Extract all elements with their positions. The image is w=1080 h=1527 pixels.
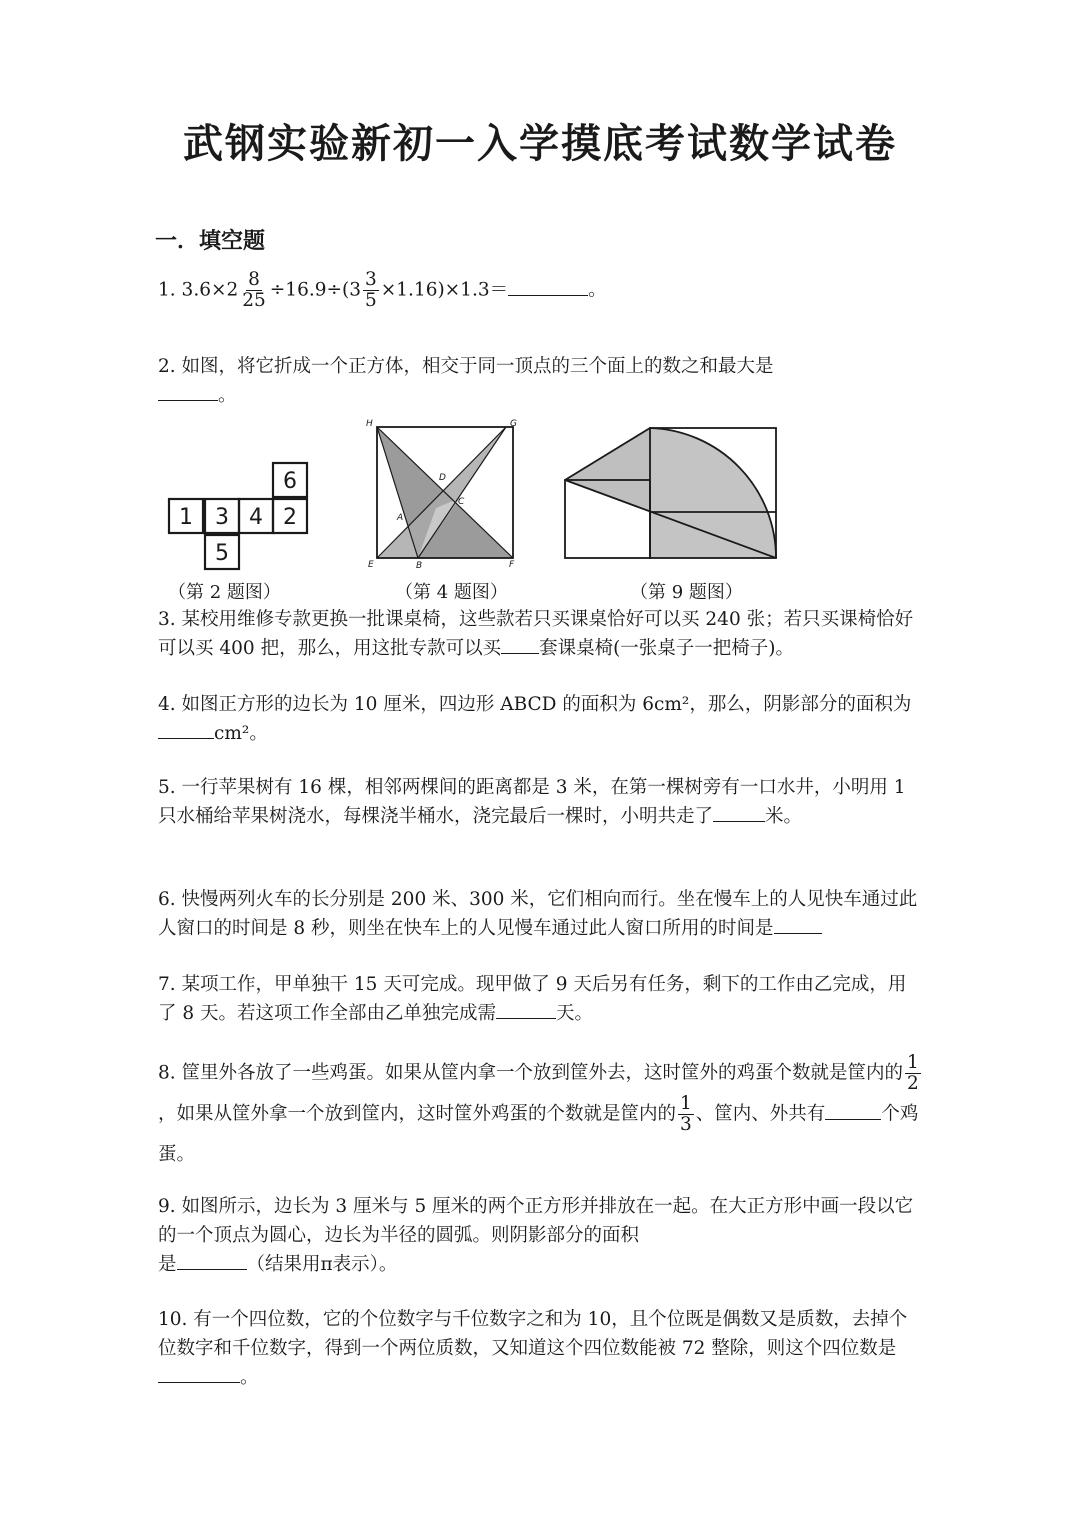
label-c: C [458, 497, 465, 507]
q8-f1-denominator: 2 [907, 1073, 919, 1094]
q1-end: 。 [588, 279, 607, 301]
q1-f1-numerator: 8 [248, 269, 260, 290]
label-h: H [366, 419, 373, 429]
q9-line-2 [158, 1250, 923, 1279]
page-title: 武钢实验新初一入学摸底考试数学试卷 [183, 121, 897, 167]
cube-face-3: 3 [215, 505, 229, 530]
q1-f1-denominator: 25 [242, 290, 266, 311]
q1-expr-a: 3.6×2 [181, 279, 239, 301]
two-squares-figure [560, 420, 785, 565]
question-1 [158, 270, 923, 311]
section-heading: 一．填空题 [155, 229, 266, 254]
cube-face-2: 2 [283, 505, 297, 530]
q3-text-a: 3. 某校用维修专款更换一批课桌椅，这些款若只买课桌恰好可以买 240 张；若只买课椅恰好可以买 400 把，那么，用这批专款可以买 [158, 609, 914, 659]
q8-fraction-2 [678, 1094, 694, 1135]
q4-text-a: 4. 如图正方形的边长为 10 厘米，四边形 ABCD 的面积为 6cm²，那么，阴影部分的面积为 [158, 694, 912, 715]
caption-fig-4: （第 4 题图） [395, 582, 508, 603]
q9-text-b: 是 [158, 1254, 177, 1275]
cube-face-1: 1 [179, 505, 193, 530]
q9-text-c: （结果用π表示）。 [246, 1254, 398, 1275]
q1-fraction-2 [363, 270, 379, 311]
label-e: E [368, 560, 374, 570]
question-8 [158, 1053, 923, 1175]
question-7 [158, 970, 923, 1028]
q8-fraction-1 [905, 1053, 921, 1094]
q2-answer-blank[interactable] [158, 382, 218, 401]
q5-answer-blank[interactable] [713, 803, 765, 822]
q4-answer-blank[interactable] [158, 720, 214, 739]
q8-f2-denominator: 3 [680, 1114, 692, 1135]
q7-text-a: 7. 某项工作，甲单独干 15 天可完成。现甲做了 9 天后另有任务，剩下的工作由乙完成，用了 8 天。若这项工作全部由乙单独完成需 [158, 974, 907, 1024]
q1-answer-blank[interactable] [508, 277, 588, 296]
cube-net-figure [160, 455, 320, 575]
q9-answer-blank[interactable] [177, 1251, 247, 1270]
question-3 [158, 605, 923, 663]
question-2 [158, 352, 818, 410]
q5-text-a: 5. 一行苹果树有 16 棵，相邻两棵间的距离都是 3 米，在第一棵树旁有一口水井，小明用 1 只水桶给苹果树浇水，每棵浇半桶水，浇完最后一棵时，小明共走了 [158, 777, 906, 827]
question-10 [158, 1305, 923, 1392]
q8-text-a: 8. 筐里外各放了一些鸡蛋。如果从筐内拿一个放到筐外去，这时筐外的鸡蛋个数就是筐内的 [158, 1062, 904, 1084]
q3-answer-blank[interactable] [501, 635, 539, 654]
caption-fig-9: （第 9 题图） [630, 582, 743, 603]
q9-text-a: 9. 如图所示，边长为 3 厘米与 5 厘米的两个正方形并排放在一起。在大正方形中画一段以它的一个顶点为圆心，边长为半径的圆弧。则阴影部分的面积 [158, 1196, 914, 1246]
q8-f1-numerator: 1 [907, 1052, 919, 1073]
q1-expr-c: ×1.16)×1.3＝ [380, 279, 509, 301]
q1-number: 1. [158, 279, 176, 301]
q8-text-d: 个鸡蛋。 [158, 1103, 919, 1165]
cube-face-4: 4 [249, 505, 263, 530]
q8-text-b: ，如果从筐外拿一个放到筐内，这时筐外鸡蛋的个数就是筐内的 [158, 1103, 677, 1125]
q1-expr-b: ÷16.9÷(3 [269, 279, 361, 301]
q1-f2-denominator: 5 [364, 290, 377, 311]
q10-answer-blank[interactable] [158, 1364, 240, 1383]
q4-text-b: cm²。 [214, 723, 268, 744]
q10-text-b: 。 [240, 1367, 259, 1388]
q10-text-a: 10. 有一个四位数，它的个位数字与千位数字之和为 10，且个位既是偶数又是质数，去掉个位数字和千位数字，得到一个两位质数，又知道这个四位数能被 72 整除，则这个四位数是 [158, 1309, 908, 1359]
q8-f2-numerator: 1 [680, 1093, 692, 1114]
cube-face-5: 5 [215, 541, 229, 566]
question-9 [158, 1192, 923, 1279]
label-a: A [397, 513, 404, 523]
q8-answer-blank[interactable] [825, 1101, 881, 1120]
question-5 [158, 773, 923, 831]
question-6 [158, 885, 923, 943]
caption-fig-2: （第 2 题图） [168, 582, 281, 603]
cube-face-6: 6 [283, 469, 297, 494]
q7-text-b: 天。 [556, 1003, 594, 1024]
q1-f2-numerator: 3 [364, 269, 377, 290]
q3-text-b: 套课桌椅(一张桌子一把椅子)。 [539, 638, 795, 659]
q6-text: 6. 快慢两列火车的长分别是 200 米、300 米，它们相向而行。坐在慢车上的人见快车通过此人窗口的时间是 8 秒，则坐在快车上的人见慢车通过此人窗口所用的时间是 [158, 889, 918, 939]
question-4 [158, 690, 923, 748]
label-d: D [439, 473, 446, 483]
label-g: G [510, 419, 517, 429]
label-b: B [416, 561, 423, 571]
q2-text: 2. 如图，将它折成一个正方体，相交于同一顶点的三个面上的数之和最大是 [158, 356, 774, 377]
q8-text-c: 、筐内、外共有 [695, 1103, 826, 1125]
q6-answer-blank[interactable] [774, 915, 822, 934]
label-f: F [509, 560, 515, 570]
q7-answer-blank[interactable] [496, 1000, 556, 1019]
q1-fraction-1 [240, 270, 268, 311]
q5-text-b: 米。 [765, 806, 803, 827]
q2-end: 。 [218, 385, 237, 406]
square-figure [360, 416, 530, 571]
